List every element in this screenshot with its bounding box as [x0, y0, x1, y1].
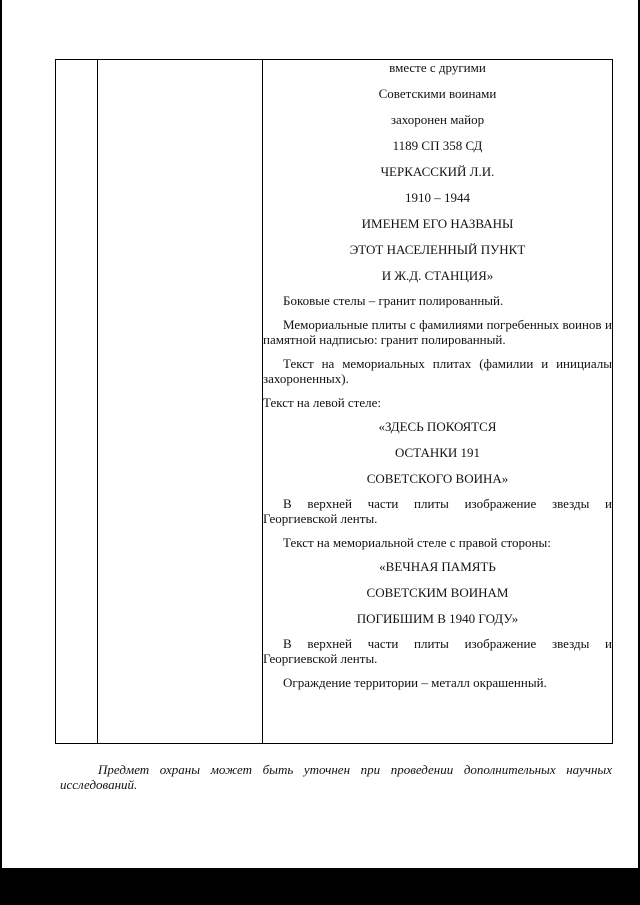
- page-left-edge: [0, 0, 2, 868]
- plate-top-text: В верхней части плиты изображение звезды и Георгиевской ленты.: [263, 636, 612, 666]
- scan-bottom-border: [0, 868, 640, 905]
- left-stele-line: «ЗДЕСЬ ПОКОЯТСЯ: [378, 419, 497, 434]
- inscription-line: вместе с другими: [389, 60, 486, 75]
- side-steles-text: Боковые стелы – гранит полированный.: [283, 293, 504, 308]
- number-column-cell: [56, 60, 98, 744]
- plates-text: Текст на мемориальных плитах (фамилии и инициалы захороненных).: [263, 356, 612, 386]
- fence-text: Ограждение территории – металл окрашенный.: [283, 675, 547, 690]
- left-stele-label: Текст на левой стеле:: [263, 395, 381, 410]
- inscription-line: ЭТОТ НАСЕЛЕННЫЙ ПУНКТ: [349, 242, 526, 257]
- right-stele-label: Текст на мемориальной стеле с правой стороны:: [283, 535, 551, 550]
- right-stele-line: ПОГИБШИМ В 1940 ГОДУ»: [356, 611, 519, 626]
- inscription-line: ИМЕНЕМ ЕГО НАЗВАНЫ: [361, 216, 514, 231]
- right-stele-line: СОВЕТСКИМ ВОИНАМ: [366, 585, 509, 600]
- left-stele-line: ОСТАНКИ 191: [394, 445, 481, 460]
- inscription-line: ЧЕРКАССКИЙ Л.И.: [380, 164, 495, 179]
- footnote: Предмет охраны может быть уточнен при проведении дополнительных научных исследований.: [60, 762, 612, 792]
- description-column-cell: [263, 60, 613, 744]
- inscription-line: 1910 – 1944: [405, 190, 470, 205]
- protection-subject-table: [55, 59, 613, 744]
- inscription-line: Советскими воинами: [378, 86, 497, 101]
- memorial-plates-text: Мемориальные плиты с фамилиями погребенных воинов и памятной надписью: гранит полированный.: [263, 317, 612, 347]
- plate-top-text: В верхней части плиты изображение звезды и Георгиевской ленты.: [263, 496, 612, 526]
- left-stele-line: СОВЕТСКОГО ВОИНА»: [366, 471, 509, 486]
- name-column-cell: [98, 60, 263, 744]
- inscription-line: И Ж.Д. СТАНЦИЯ»: [381, 268, 494, 283]
- right-stele-line: «ВЕЧНАЯ ПАМЯТЬ: [379, 559, 496, 574]
- table-row: [56, 60, 613, 744]
- inscription-line: захоронен майор: [390, 112, 485, 127]
- inscription-line: 1189 СП 358 СД: [392, 138, 483, 153]
